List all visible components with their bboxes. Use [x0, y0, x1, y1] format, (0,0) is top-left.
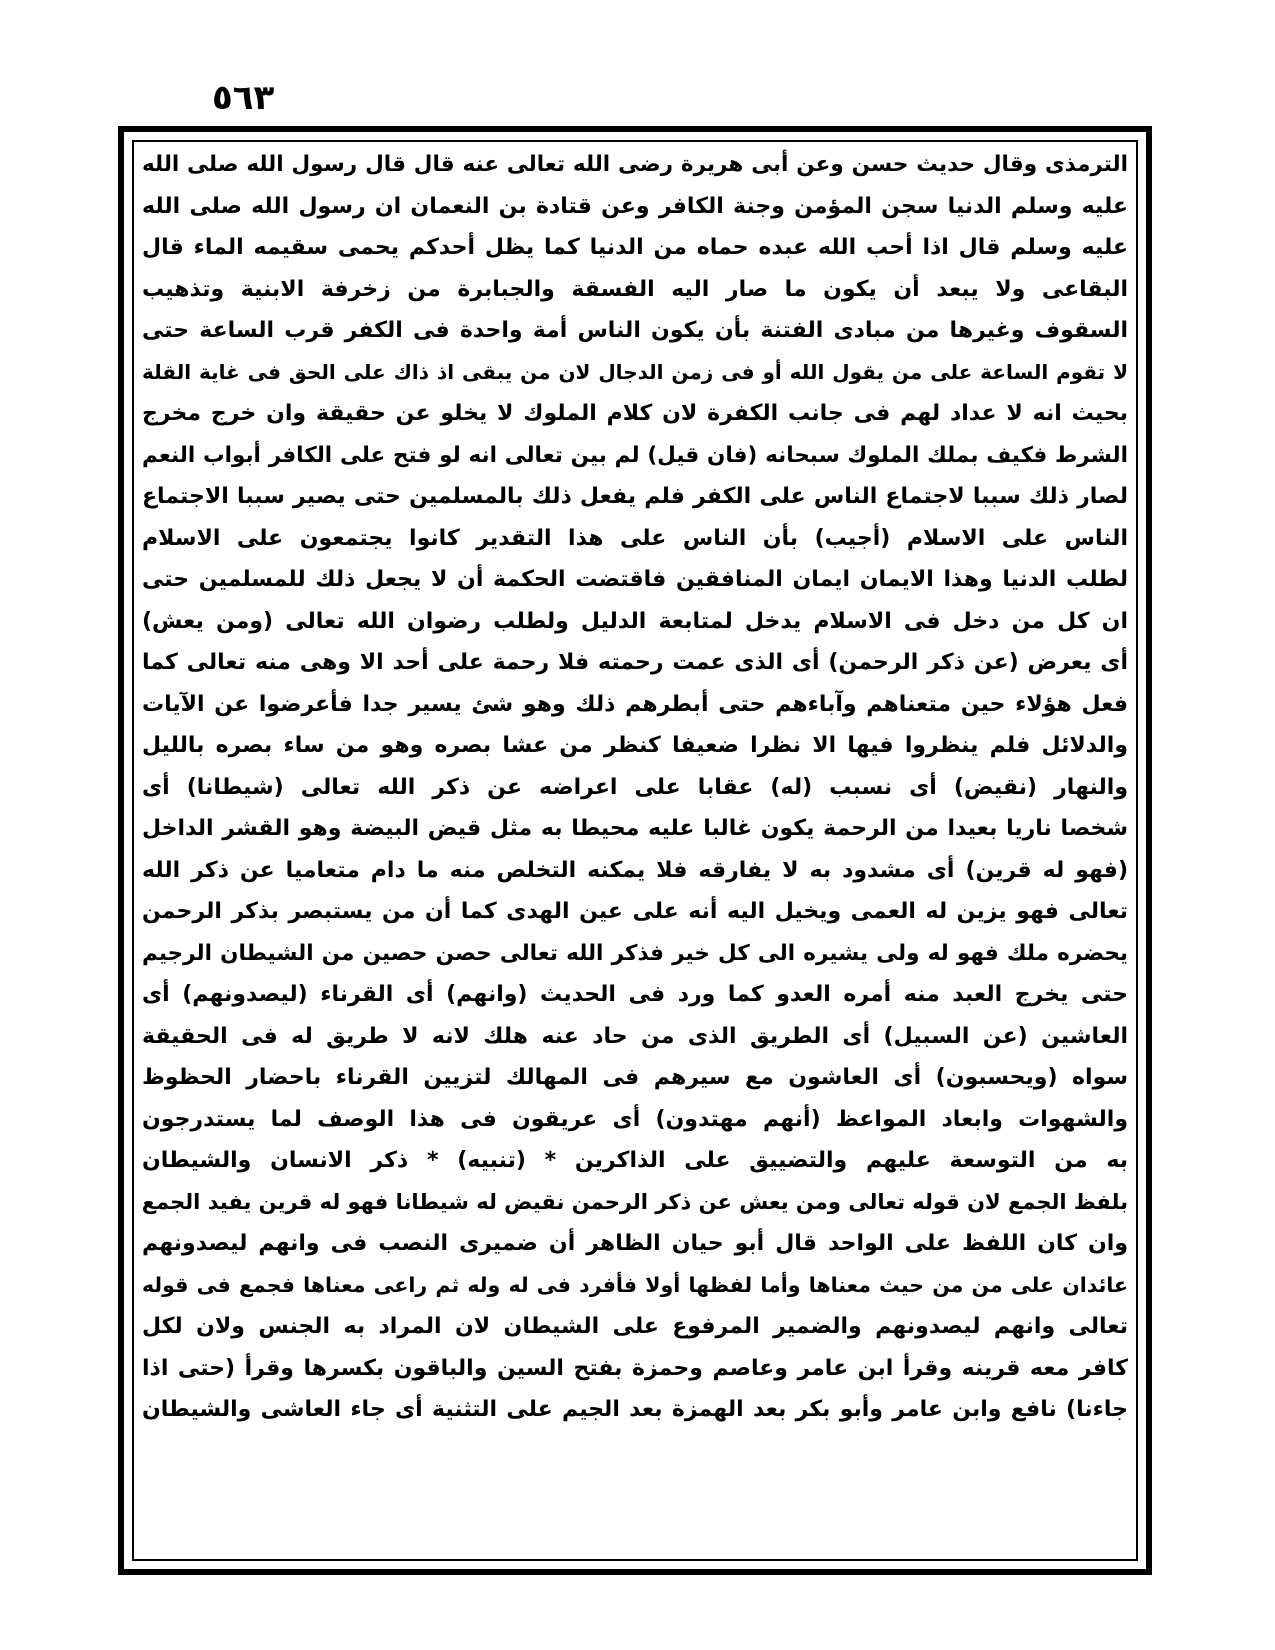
text-line: العاشين (عن السبيل) أى الطريق الذى من حاد عنه هلك لانه لا طريق له فى الحقيقة: [142, 1023, 1128, 1049]
text-line: الناس على الاسلام (أجيب) بأن الناس على هذا التقدير كانوا يجتمعون على الاسلام: [142, 525, 1128, 551]
text-line: تعالى فهو يزين له العمى ويخيل اليه أنه على عين الهدى كما أن من يستبصر بذكر الرحمن: [142, 899, 1128, 924]
text-line: به من التوسعة عليهم والتضييق على الذاكرين * (تنبيه) * ذكر الانسان والشيطان: [142, 1148, 1128, 1173]
text-line: والدلائل فلم ينظروا فيها الا نظرا ضعيفا كنظر من عشا بصره وهو من ساء بصره بالليل: [142, 733, 1128, 758]
text-line: حتى يخرج العبد منه أمره العدو كما ورد فى الحديث (وانهم) أى القرناء (ليصدونهم) أى: [142, 982, 1128, 1007]
text-line: فعل هؤلاء حين متعناهم وآباءهم حتى أبطرهم ذلك وهو شئ يسير جدا فأعرضوا عن الآيات: [142, 691, 1128, 717]
text-line: شخصا ناريا بعيدا من الرحمة يكون غالبا عليه محيطا به مثل قيض البيضة وهو القشر الداخل: [142, 816, 1128, 841]
text-line: تعالى وانهم ليصدونهم والضمير المرفوع على الشيطان لان المراد به الجنس ولان لكل: [142, 1314, 1128, 1339]
text-line: عليه وسلم الدنيا سجن المؤمن وجنة الكافر وعن قتادة بن النعمان ان رسول الله صلى الله: [142, 193, 1128, 219]
page-number: ٥٦٣: [212, 78, 275, 118]
text-line: لا تقوم الساعة على من يقول الله أو فى زمن الدجال لان من يبقى اذ ذاك على الحق فى غاية القلة: [142, 359, 1128, 384]
text-line: ان كل من دخل فى الاسلام يدخل لمتابعة الدليل ولطلب رضوان الله تعالى (ومن يعش): [142, 608, 1128, 634]
text-line: لصار ذلك سببا لاجتماع الناس على الكفر فلم يفعل ذلك بالمسلمين حتى يصير سببا الاجتماع: [142, 484, 1128, 509]
text-line: والنهار (نقيض) أى نسبب (له) عقابا على اعراضه عن ذكر الله تعالى (شيطانا) أى: [142, 774, 1128, 800]
text-line: بحيث انه لا عداد لهم فى جانب الكفرة لان كلام الملوك لا يخلو عن حقيقة وان خرج مخرج: [142, 401, 1128, 426]
text-line: (فهو له قرين) أى مشدود به لا يفارقه فلا يمكنه التخلص منه ما دام متعاميا عن ذكر الله: [142, 857, 1128, 883]
text-line: وان كان اللفظ على الواحد قال أبو حيان الظاهر أن ضميرى النصب فى وانهم ليصدونهم: [142, 1231, 1128, 1256]
text-line: عليه وسلم قال اذا أحب الله عبده حماه من الدنيا كما يظل أحدكم يحمى سقيمه الماء قال: [142, 235, 1128, 260]
text-line: والشهوات وابعاد المواعظ (أنهم مهتدون) أى عريقون فى هذا الوصف لما يستدرجون: [142, 1106, 1128, 1132]
text-line: السقوف وغيرها من مبادى الفتنة بأن يكون الناس أمة واحدة فى الكفر قرب الساعة حتى: [142, 318, 1128, 343]
text-line: أى يعرض (عن ذكر الرحمن) أى الذى عمت رحمته فلا رحمة على أحد الا وهى منه تعالى كما: [142, 650, 1128, 675]
text-line: سواه (ويحسبون) أى العاشون مع سيرهم فى المهالك لتزيين القرناء باحضار الحظوظ: [142, 1065, 1128, 1090]
text-line: جاءنا) نافع وابن عامر وأبو بكر بعد الهمزة بعد الجيم على التثنية أى جاء العاشى والشيطان: [142, 1397, 1128, 1422]
text-line: عائدان على من من حيث معناها وأما لفظها أولا فأفرد فى له وله ثم راعى معناها فجمع فى قوله: [142, 1272, 1128, 1297]
text-body: [142, 144, 1128, 1556]
text-line: البقاعى ولا يبعد أن يكون ما صار اليه الفسقة والجبابرة من زخرفة الابنية وتذهيب: [142, 276, 1128, 302]
text-line: لطلب الدنيا وهذا الايمان ايمان المنافقين فاقتضت الحكمة أن لا يجعل ذلك للمسلمين حتى: [142, 567, 1128, 592]
text-line: كافر معه قرينه وقرأ ابن عامر وعاصم وحمزة بفتح السين والباقون بكسرها وقرأ (حتى اذا: [142, 1355, 1128, 1381]
text-line: يحضره ملك فهو له ولى يشيره الى كل خير فذكر الله تعالى حصن حصين من الشيطان الرجيم: [142, 940, 1128, 966]
text-line: الترمذى وقال حديث حسن وعن أبى هريرة رضى الله تعالى عنه قال قال رسول الله صلى الله: [142, 152, 1128, 177]
text-line: بلفظ الجمع لان قوله تعالى ومن يعش عن ذكر الرحمن نقيض له شيطانا فهو له قرين يفيد الجمع: [142, 1189, 1128, 1214]
text-line: الشرط فكيف بملك الملوك سبحانه (فان قيل) لم بين تعالى انه لو فتح على الكافر أبواب النعم: [142, 442, 1128, 468]
